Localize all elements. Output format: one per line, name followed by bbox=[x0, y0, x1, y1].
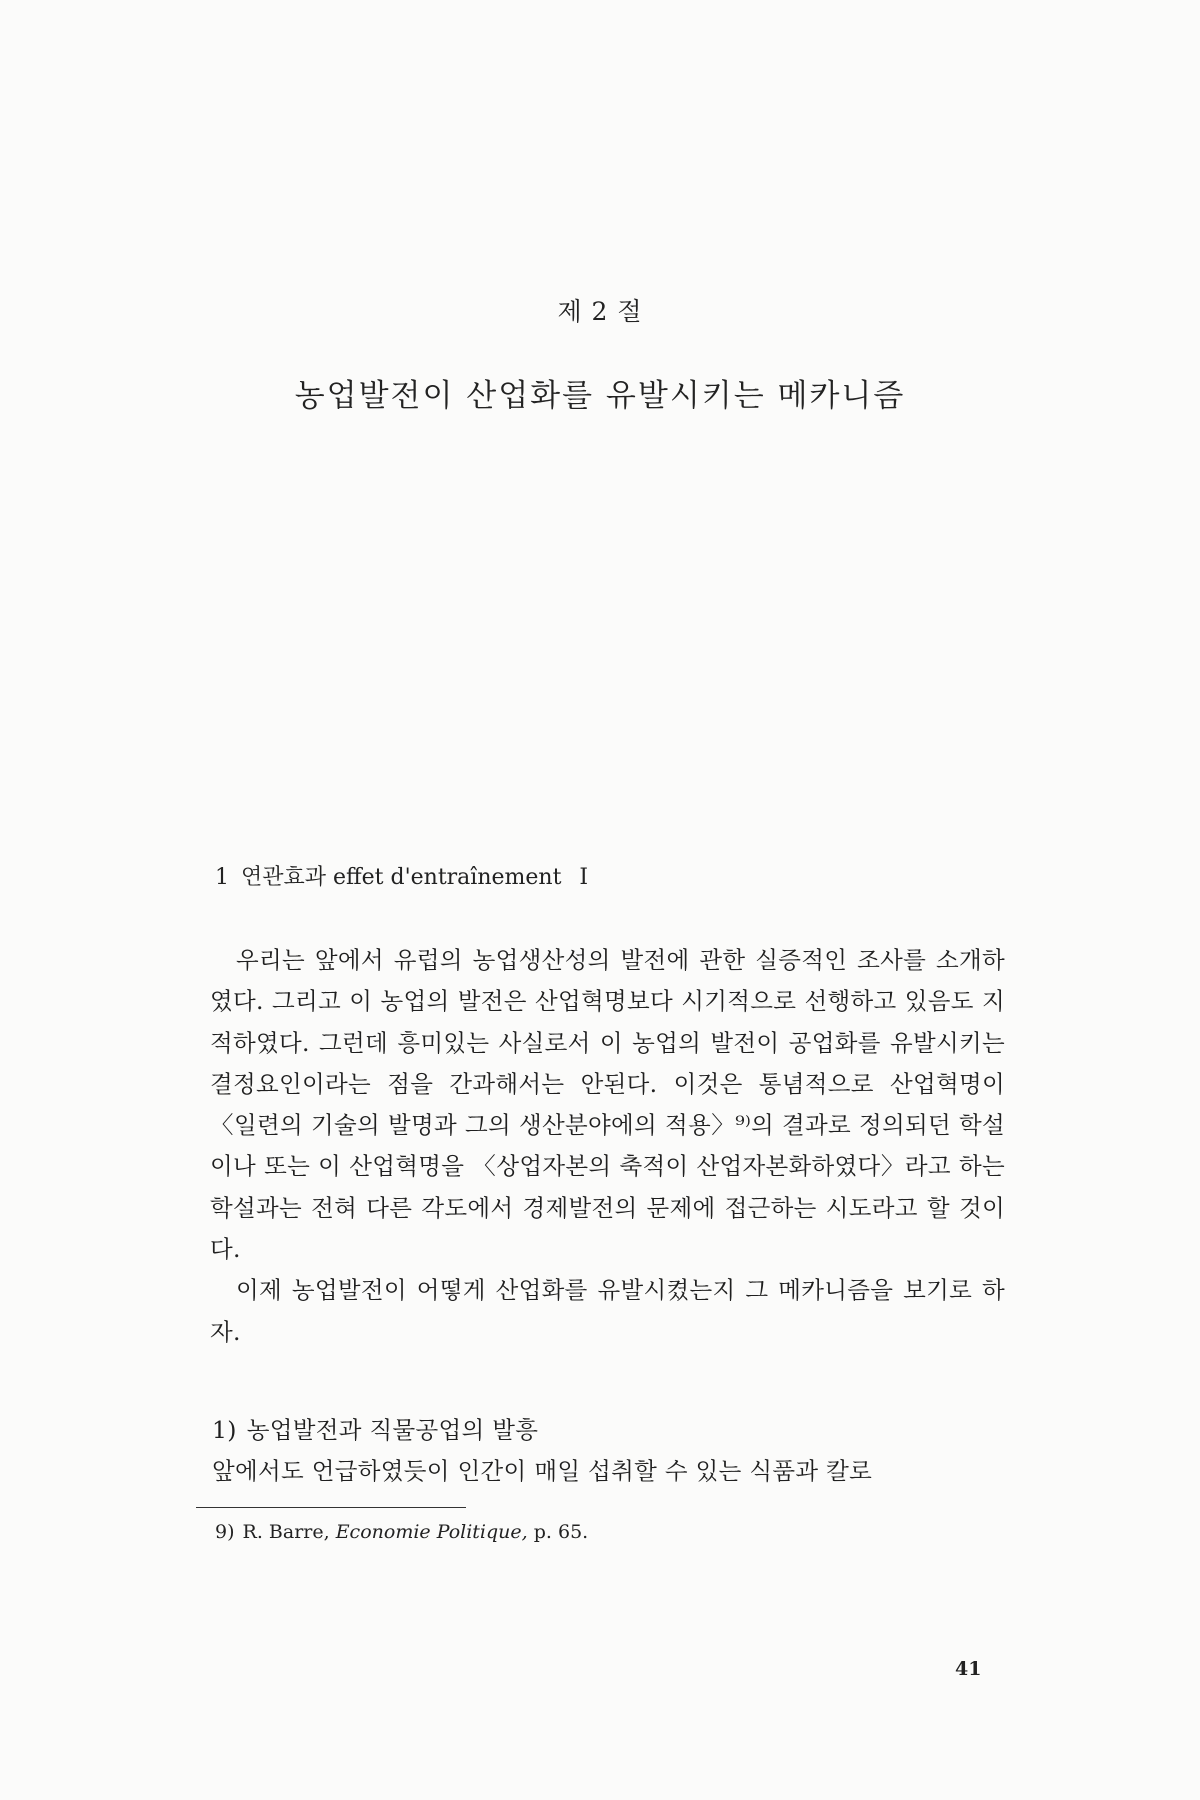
subheading-text: 연관효과 effet d'entraînement bbox=[241, 865, 562, 890]
body-paragraph: 우리는 앞에서 유럽의 농업생산성의 발전에 관한 실증적인 조사를 소개하였다. 그리고 이 농업의 발전은 산업혁명보다 시기적으로 선행하고 있음도 지적하였다. 그런데 흥미있는 사실로서 이 농업의 발전이 공업화를 유발시키는 결정요인이라는 점을 간과해서는 안된다. 이것은 통념적으로 산업혁명이 〈일련의 기술의 발명과 그의 생산분야에의 적용〉⁹⁾의 결과로 정의되던 학설이나 또는 이 산업혁명을 〈상업자본의 축적이 산업자본화하였다〉라고 하는 학설과는 전혀 다른 각도에서 경제발전의 문제에 접근하는 시도라고 할 것이다. bbox=[210, 946, 1005, 1264]
subheading-number: 1 bbox=[215, 865, 229, 890]
chapter-title: 농업발전이 산업화를 유발시키는 메카니즘 bbox=[294, 378, 906, 414]
footnote-marker: 9) bbox=[215, 1521, 235, 1543]
footnote-author: R. Barre, bbox=[242, 1521, 330, 1543]
sub-item-heading bbox=[212, 1410, 1007, 1451]
footnote-title: Economie Politique, bbox=[335, 1521, 528, 1543]
body-paragraph: 이제 농업발전이 어떻게 산업화를 유발시켰는지 그 메카니즘을 보기로 하자. bbox=[210, 1276, 1005, 1346]
sub-item-number: 1) bbox=[212, 1416, 237, 1444]
page-number: 41 bbox=[955, 1658, 982, 1680]
footnote-page: p. 65. bbox=[533, 1521, 589, 1543]
subheading bbox=[215, 860, 588, 891]
footnote bbox=[215, 1521, 588, 1543]
sub-item-section bbox=[212, 1410, 1007, 1492]
text-cursor-mark: I bbox=[579, 865, 589, 890]
sub-item-heading-text: 농업발전과 직물공업의 발흥 bbox=[246, 1416, 539, 1444]
section-number: 제 2 절 bbox=[557, 297, 643, 326]
sub-item-text: 앞에서도 언급하였듯이 인간이 매일 섭취할 수 있는 식품과 칼로 bbox=[212, 1457, 873, 1485]
footnote-divider bbox=[196, 1507, 466, 1508]
body-text bbox=[210, 940, 1005, 1353]
